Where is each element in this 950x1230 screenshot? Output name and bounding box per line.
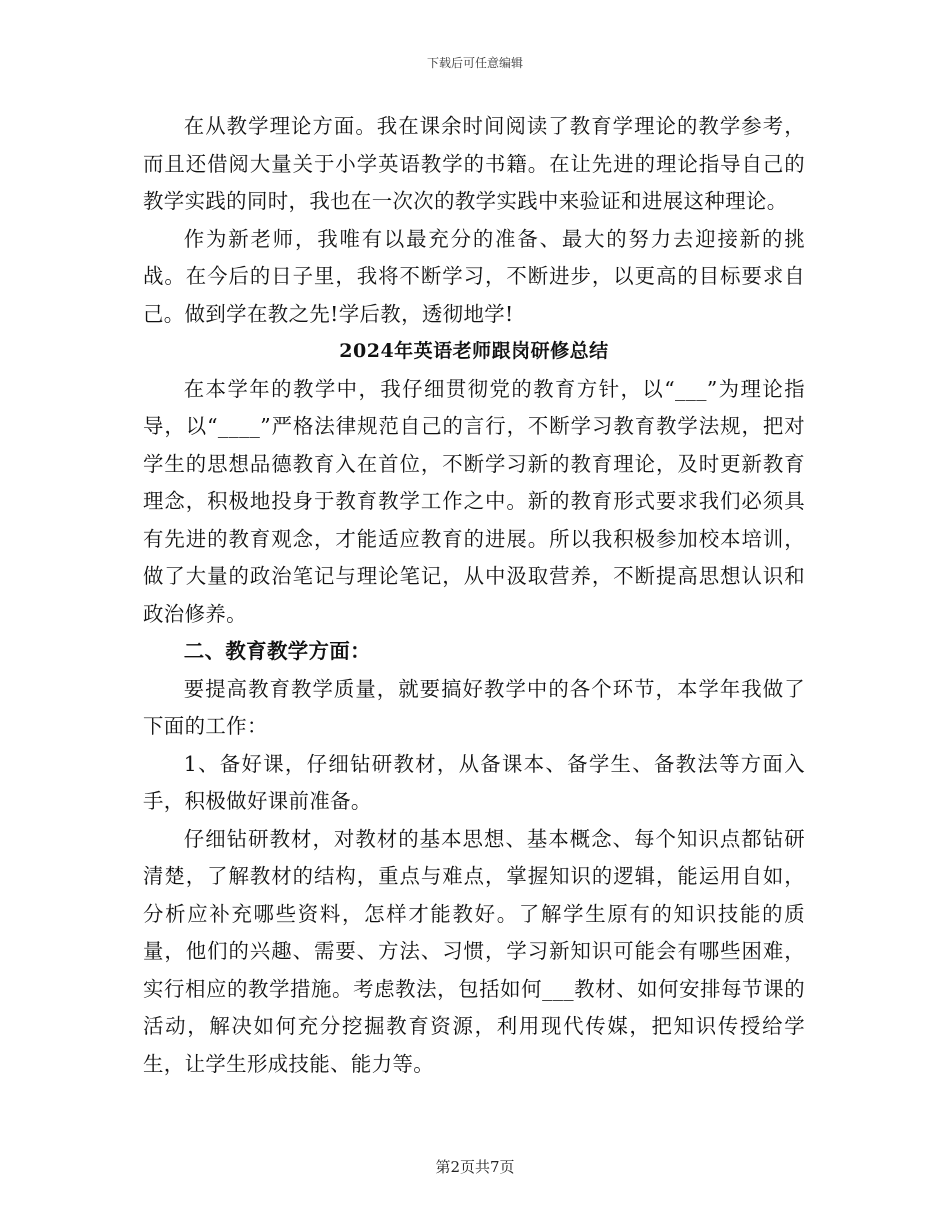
section-heading-teaching: 二、教育教学方面：: [183, 639, 371, 663]
paragraph-teaching-intro: 要提高教育教学质量，就要搞好教学中的各个环节，本学年我做了下面的工作：: [143, 676, 805, 738]
paragraph-new-teacher: 作为新老师，我唯有以最充分的准备、最大的努力去迎接新的挑战。在今后的日子里，我将不断学习，不断进步，以更高的目标要求自己。做到学在教之先!学后教，透彻地学!: [143, 226, 805, 326]
paragraph-theory: 在从教学理论方面。我在课余时间阅读了教育学理论的教学参考，而且还借阅大量关于小学英语教学的书籍。在让先进的理论指导自己的教学实践的同时，我也在一次次的教学实践中来验证和进展这种理论。: [143, 114, 805, 213]
paragraph-lesson-prep: 1、备好课，仔细钻研教材，从备课本、备学生、备教法等方面入手，积极做好课前准备。: [143, 751, 805, 813]
section-title: 2024年英语老师跟岗研修总结: [339, 340, 609, 362]
page-header: 下载后可任意编辑: [426, 56, 523, 70]
paragraph-policy: 在本学年的教学中，我仔细贯彻党的教育方针，以“___”为理论指导，以“____”严格法律规范自己的言行，不断学习教育教学法规，把对学生的思想品德教育入在首位，不断学习新的教育理论，及时更新教育理念，积极地投身于教育教学工作之中。新的教育形式要求我们必须具有先进的教育观念，才能适应教育的进展。所以我积极参加校本培训，做了大量的政治笔记与理论笔记，从中汲取营养，不断提高思想认识和政治修养。: [143, 376, 805, 626]
document-body: [143, 108, 805, 1083]
paragraph-study-materials: 仔细钻研教材，对教材的基本思想、基本概念、每个知识点都钻研清楚，了解教材的结构，重点与难点，掌握知识的逻辑，能运用自如，分析应补充哪些资料，怎样才能教好。了解学生原有的知识技能的质量，他们的兴趣、需要、方法、习惯，学习新知识可能会有哪些困难，实行相应的教学措施。考虑教法，包括如何___教材、如何安排每节课的活动，解决如何充分挖掘教育资源，利用现代传媒，把知识传授给学生，让学生形成技能、能力等。: [143, 826, 805, 1076]
page-number: 第2页共7页: [435, 1158, 515, 1176]
